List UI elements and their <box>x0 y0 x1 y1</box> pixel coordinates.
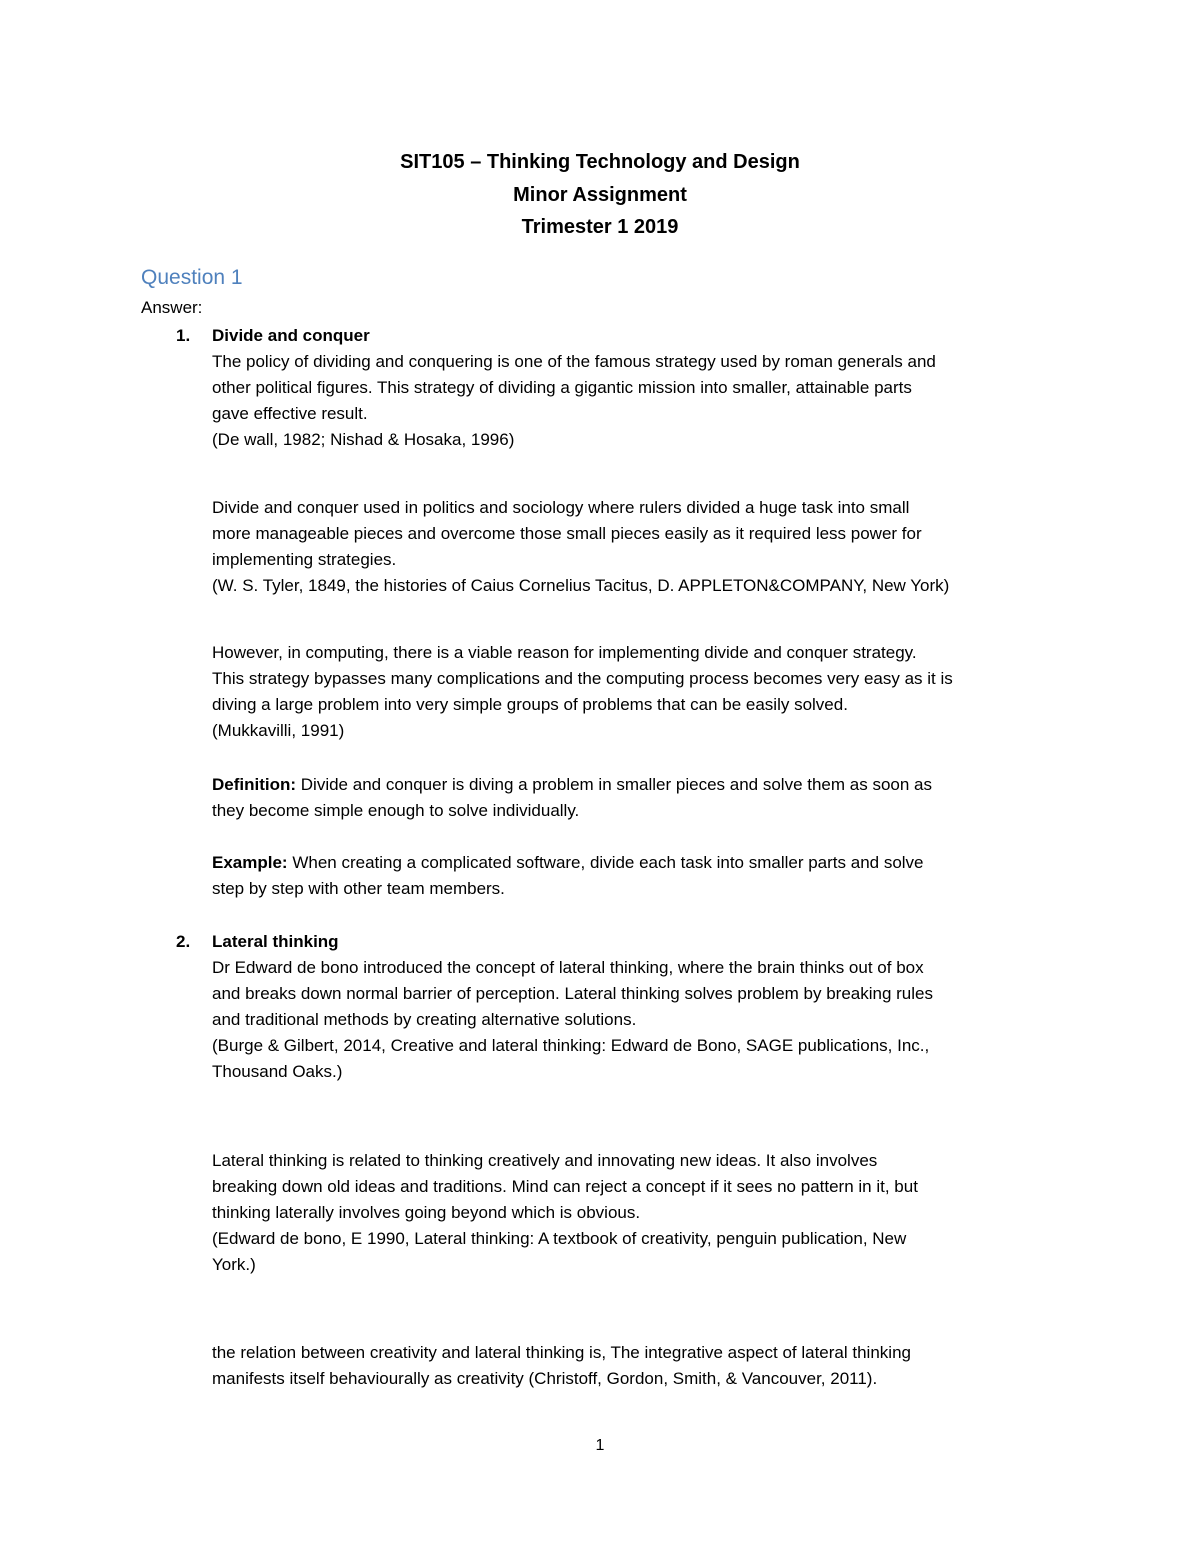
text-line: However, in computing, there is a viable reason for implementing divide and conquer strategy. <box>212 643 917 662</box>
item1-paragraph-2 <box>212 495 1072 599</box>
item1-paragraph-1 <box>212 349 1072 453</box>
citation-line: (W. S. Tyler, 1849, the histories of Caius Cornelius Tacitus, D. APPLETON&COMPANY, New York) <box>212 576 950 595</box>
text-line: breaking down old ideas and traditions. Mind can reject a concept if it sees no pattern in it, but <box>212 1177 918 1196</box>
list-number-1: 1. <box>176 326 191 345</box>
title-assignment: Minor Assignment <box>513 183 687 206</box>
item2-paragraph-2 <box>212 1148 1072 1278</box>
text-line: other political figures. This strategy of dividing a gigantic mission into smaller, attainable parts <box>212 378 912 397</box>
text-line: Dr Edward de bono introduced the concept of lateral thinking, where the brain thinks out of box <box>212 958 924 977</box>
definition-label: Definition: <box>212 775 297 794</box>
text-line: implementing strategies. <box>212 550 397 569</box>
item1-example <box>212 850 1072 902</box>
text-line: and breaks down normal barrier of perception. Lateral thinking solves problem by breaking rules <box>212 984 933 1003</box>
page-number: 1 <box>595 1437 605 1454</box>
text-line: diving a large problem into very simple groups of problems that can be easily solved. <box>212 695 848 714</box>
text-line: the relation between creativity and lateral thinking is, The integrative aspect of lateral thinking <box>212 1343 911 1362</box>
text-line: The policy of dividing and conquering is one of the famous strategy used by roman generals and <box>212 352 936 371</box>
citation-line: York.) <box>212 1255 256 1274</box>
item2-paragraph-3 <box>212 1340 1072 1392</box>
text-line: thinking laterally involves going beyond which is obvious. <box>212 1203 641 1222</box>
definition-text: Divide and conquer is diving a problem in smaller pieces and solve them as soon as <box>296 775 932 794</box>
citation-line: (Mukkavilli, 1991) <box>212 721 345 740</box>
citation-line: Thousand Oaks.) <box>212 1062 343 1081</box>
item1-definition <box>212 772 1072 824</box>
example-line <box>212 850 1072 876</box>
text-line: and traditional methods by creating alternative solutions. <box>212 1010 637 1029</box>
list-number-2: 2. <box>176 932 191 951</box>
item2-paragraph-1 <box>212 955 1072 1085</box>
item-heading-lateral-thinking: Lateral thinking <box>212 932 339 951</box>
question-heading: Question 1 <box>141 266 243 289</box>
document-title <box>0 146 1200 244</box>
example-label: Example: <box>212 853 288 872</box>
example-text: When creating a complicated software, divide each task into smaller parts and solve <box>287 853 924 872</box>
definition-line: they become simple enough to solve individually. <box>212 801 580 820</box>
citation-line: (De wall, 1982; Nishad & Hosaka, 1996) <box>212 430 515 449</box>
definition-line <box>212 772 1072 798</box>
text-line: Lateral thinking is related to thinking creatively and innovating new ideas. It also involves <box>212 1151 878 1170</box>
title-course: SIT105 – Thinking Technology and Design <box>400 151 800 173</box>
text-line: manifests itself behaviourally as creativity (Christoff, Gordon, Smith, & Vancouver, 2011). <box>212 1369 878 1388</box>
text-line: more manageable pieces and overcome those small pieces easily as it required less power for <box>212 524 922 543</box>
answer-label: Answer: <box>141 298 203 317</box>
text-line: This strategy bypasses many complications and the computing process becomes very easy as it is <box>212 669 953 688</box>
item-heading-divide-conquer: Divide and conquer <box>212 326 370 345</box>
text-line: gave effective result. <box>212 404 368 423</box>
item1-paragraph-3 <box>212 640 1072 744</box>
citation-line: (Edward de bono, E 1990, Lateral thinking: A textbook of creativity, penguin publication, New <box>212 1229 907 1248</box>
title-trimester: Trimester 1 2019 <box>521 216 679 238</box>
citation-line: (Burge & Gilbert, 2014, Creative and lateral thinking: Edward de Bono, SAGE publications, Inc., <box>212 1036 930 1055</box>
text-line: Divide and conquer used in politics and sociology where rulers divided a huge task into small <box>212 498 910 517</box>
example-line: step by step with other team members. <box>212 879 505 898</box>
